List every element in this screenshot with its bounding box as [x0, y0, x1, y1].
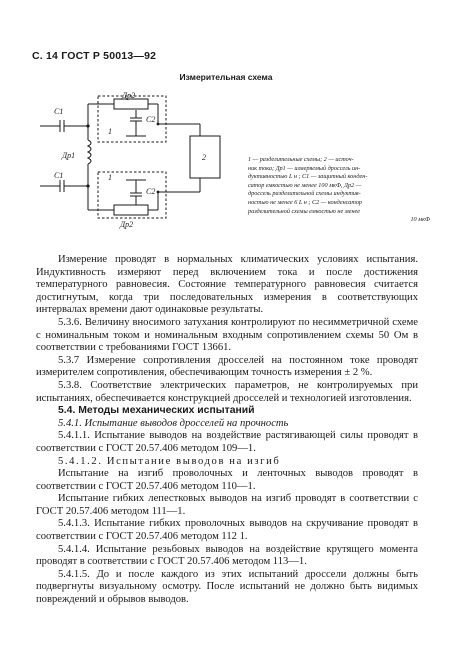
label-c1-top: С1 — [54, 107, 64, 116]
inductor-dr2-bottom — [114, 205, 148, 215]
paragraph: 5.4.1.3. Испытание гибких проволочных выводов на скручивание проводят в соответствии с ГОСТ 20.57.406 методом 112 1. — [36, 518, 418, 543]
legend-line: разделительной схемы емкостью не менее — [248, 207, 361, 215]
paragraph: 5.4.1.5. До и после каждого из этих испытаний дроссели должны быть подвергнуты визуальному осмотру. После испытаний не должно быть видимых повреждений и обрывов выводов. — [36, 568, 418, 606]
label-c2-bottom: С2 — [146, 187, 156, 196]
legend-line: ностью не менее 6 L н ; С2 — конденсатор — [248, 198, 363, 206]
label-box2: 2 — [202, 153, 206, 162]
paragraph: 5.3.8. Соответствие электрических параметров, не контролируемых при испытаниях, обеспечивается конструкцией дросселей и технологией изготовления. — [36, 379, 418, 404]
paragraph: 5.3.7 Измерение сопротивления дросселей на постоянном токе проводят измерителем сопротивления, обеспечивающим точность измерения ± 2 %. — [36, 354, 418, 379]
paragraph: 5.4.1.4. Испытание резьбовых выводов на воздействие крутящего момента проводят в соответствии с ГОСТ 20.57.406 методом 113—1. — [36, 543, 418, 568]
subsection-heading: 5.4.1.2. Испытание выводов на изгиб — [58, 455, 281, 467]
figure-title: Измерительная схема — [179, 72, 273, 82]
label-node1-top: 1 — [108, 127, 112, 136]
legend-line: 1 — разделительные схемы; 2 — источ- — [248, 156, 354, 163]
legend-line: дуктивностью L н ; С1 — защитный конден- — [248, 173, 368, 181]
label-dr2-top: Др2 — [122, 91, 136, 100]
label-c1-bottom: С1 — [54, 171, 64, 180]
paragraph: 5.4.1.1. Испытание выводов на воздействие растягивающей силы проводят в соответствии с ГОСТ 20.57.406 методом 109—1. — [36, 430, 418, 454]
label-c2-top: С2 — [146, 115, 156, 124]
inductor-dr2-top — [114, 99, 148, 109]
page-header: С. 14 ГОСТ Р 50013—92 — [32, 50, 157, 62]
figure-legend — [248, 156, 438, 225]
section-heading: 5.4. Методы механических испытаний — [58, 405, 255, 417]
paragraph: Испытание гибких лепестковых выводов на изгиб проводят в соответствии с ГОСТ 20.57.406 методом 111—1. — [36, 493, 418, 517]
label-node1-bottom: 1 — [108, 173, 112, 182]
inductor-dr1-coil — [88, 140, 91, 164]
legend-line: 10 мкФ — [410, 216, 430, 224]
label-dr2-bottom: Др2 — [120, 220, 134, 229]
body-text — [36, 254, 418, 607]
paragraph: Измерение проводят в нормальных климатических условиях испытания. Индуктивность измеряют перед включением тока и после достижения температурного равновесия. Состояние температурного равновесия считается достигнутым, когда три последовательных измерения в соответствующих интервалах времени дают одинаковые результаты. — [36, 254, 418, 316]
paragraph: 5.3.6. Величину вносимого затухания контролируют по несимметричной схеме с номинальным током и номинальным входным сопротивлением схемы 50 Ом в соответствии с требованиями ГОСТ 13661. — [36, 316, 418, 354]
label-dr1: Др1 — [62, 151, 76, 160]
legend-line: сатор емкостью не менее 100 мкФ, Др2 — — [248, 181, 362, 189]
subsection-heading: 5.4.1. Испытание выводов дросселей на прочность — [58, 417, 289, 429]
legend-line: ник тока; Др1 — измеряемый дроссель ин- — [248, 164, 361, 172]
paragraph: Испытание на изгиб проволочных и ленточных выводов проводят в соответствии с ГОСТ 20.57.406 методом 110—1. — [36, 468, 418, 492]
legend-line: дроссель разделительной схемы индуктив- — [248, 190, 361, 198]
